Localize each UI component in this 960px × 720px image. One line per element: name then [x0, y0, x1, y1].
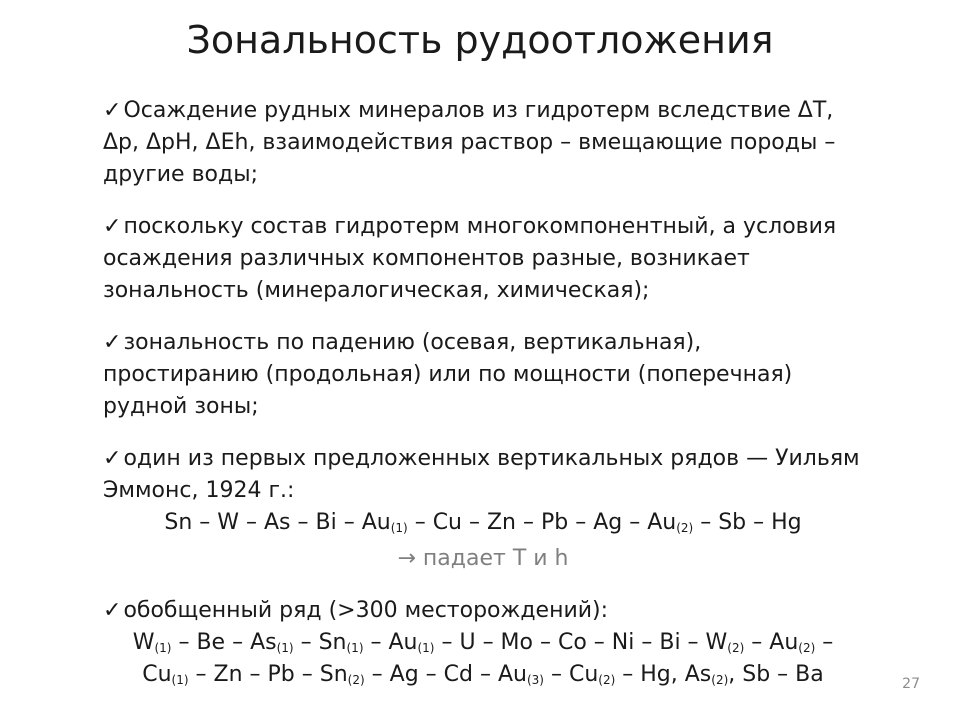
general-series-line-2: [103, 659, 863, 691]
series-note: → падает T и h: [397, 546, 569, 571]
checkmark-icon: ✓: [103, 598, 122, 623]
series-subscript: (2): [711, 673, 729, 687]
series-text: – Zn – Pb – Sn: [188, 662, 348, 687]
series-text: – Hg, As: [615, 662, 712, 687]
bullet-text: зональность по падению (осевая, вертикальная), простиранию (продольная) или по мощности (поперечная) рудной зоны;: [103, 330, 793, 419]
series-subscript: (1): [346, 641, 364, 655]
series-text: – Au: [363, 630, 418, 655]
bullet-item: [103, 443, 863, 507]
series-text: – Sn: [293, 630, 347, 655]
series-subscript: (1): [154, 641, 172, 655]
series-subscript: (1): [276, 641, 294, 655]
series-subscript: (1): [417, 641, 435, 655]
general-series-line-1: [103, 627, 863, 659]
bullet-text: поскольку состав гидротерм многокомпонентный, а условия осаждения различных компонентов разные, возникает зональность (минералогическая, химическая);: [103, 214, 837, 303]
series-text: – Cu: [543, 662, 599, 687]
bullet-text: один из первых предложенных вертикальных рядов — Уильям Эммонс, 1924 г.:: [103, 446, 860, 503]
checkmark-icon: ✓: [103, 214, 122, 239]
series-text: – Be – As: [171, 630, 277, 655]
checkmark-icon: ✓: [103, 330, 122, 355]
page-number: 27: [902, 676, 920, 692]
series-text: W: [132, 630, 155, 655]
emmons-series: Sn – W – As – Bi – $Au_{(1)}$ – Cu – Zn – Pb – Ag – $Au_{(2)}$ – Sb – Hg: [164, 510, 802, 535]
series-text: –: [815, 630, 834, 655]
series-subscript: (2): [598, 673, 616, 687]
series-text: – Ag – Cd – Au: [364, 662, 527, 687]
checkmark-icon: ✓: [103, 98, 122, 123]
series-subscript: (2): [798, 641, 816, 655]
series-text: – U – Mo – Co – Ni – Bi – W: [434, 630, 728, 655]
series-subscript: (1): [171, 673, 189, 687]
series-text: – Au: [744, 630, 799, 655]
slide-title: Зональность рудоотложения: [186, 18, 774, 62]
bullet-item: [103, 327, 863, 423]
bullet-item: [103, 595, 863, 627]
slide-body: [103, 95, 863, 691]
series-subscript: (3): [526, 673, 544, 687]
bullet-text: обобщенный ряд (>300 месторождений):: [123, 598, 609, 623]
bullet-item: [103, 95, 863, 191]
series-subscript: (2): [727, 641, 745, 655]
series-subscript: (2): [347, 673, 365, 687]
bullet-item: [103, 211, 863, 307]
series-text: , Sb – Ba: [728, 662, 824, 687]
checkmark-icon: ✓: [103, 446, 122, 471]
series-text: Cu: [142, 662, 172, 687]
bullet-text: Осаждение рудных минералов из гидротерм вследствие ΔT, Δp, ΔpH, ΔEh, взаимодействия раствор – вмещающие породы – другие воды;: [103, 98, 836, 187]
